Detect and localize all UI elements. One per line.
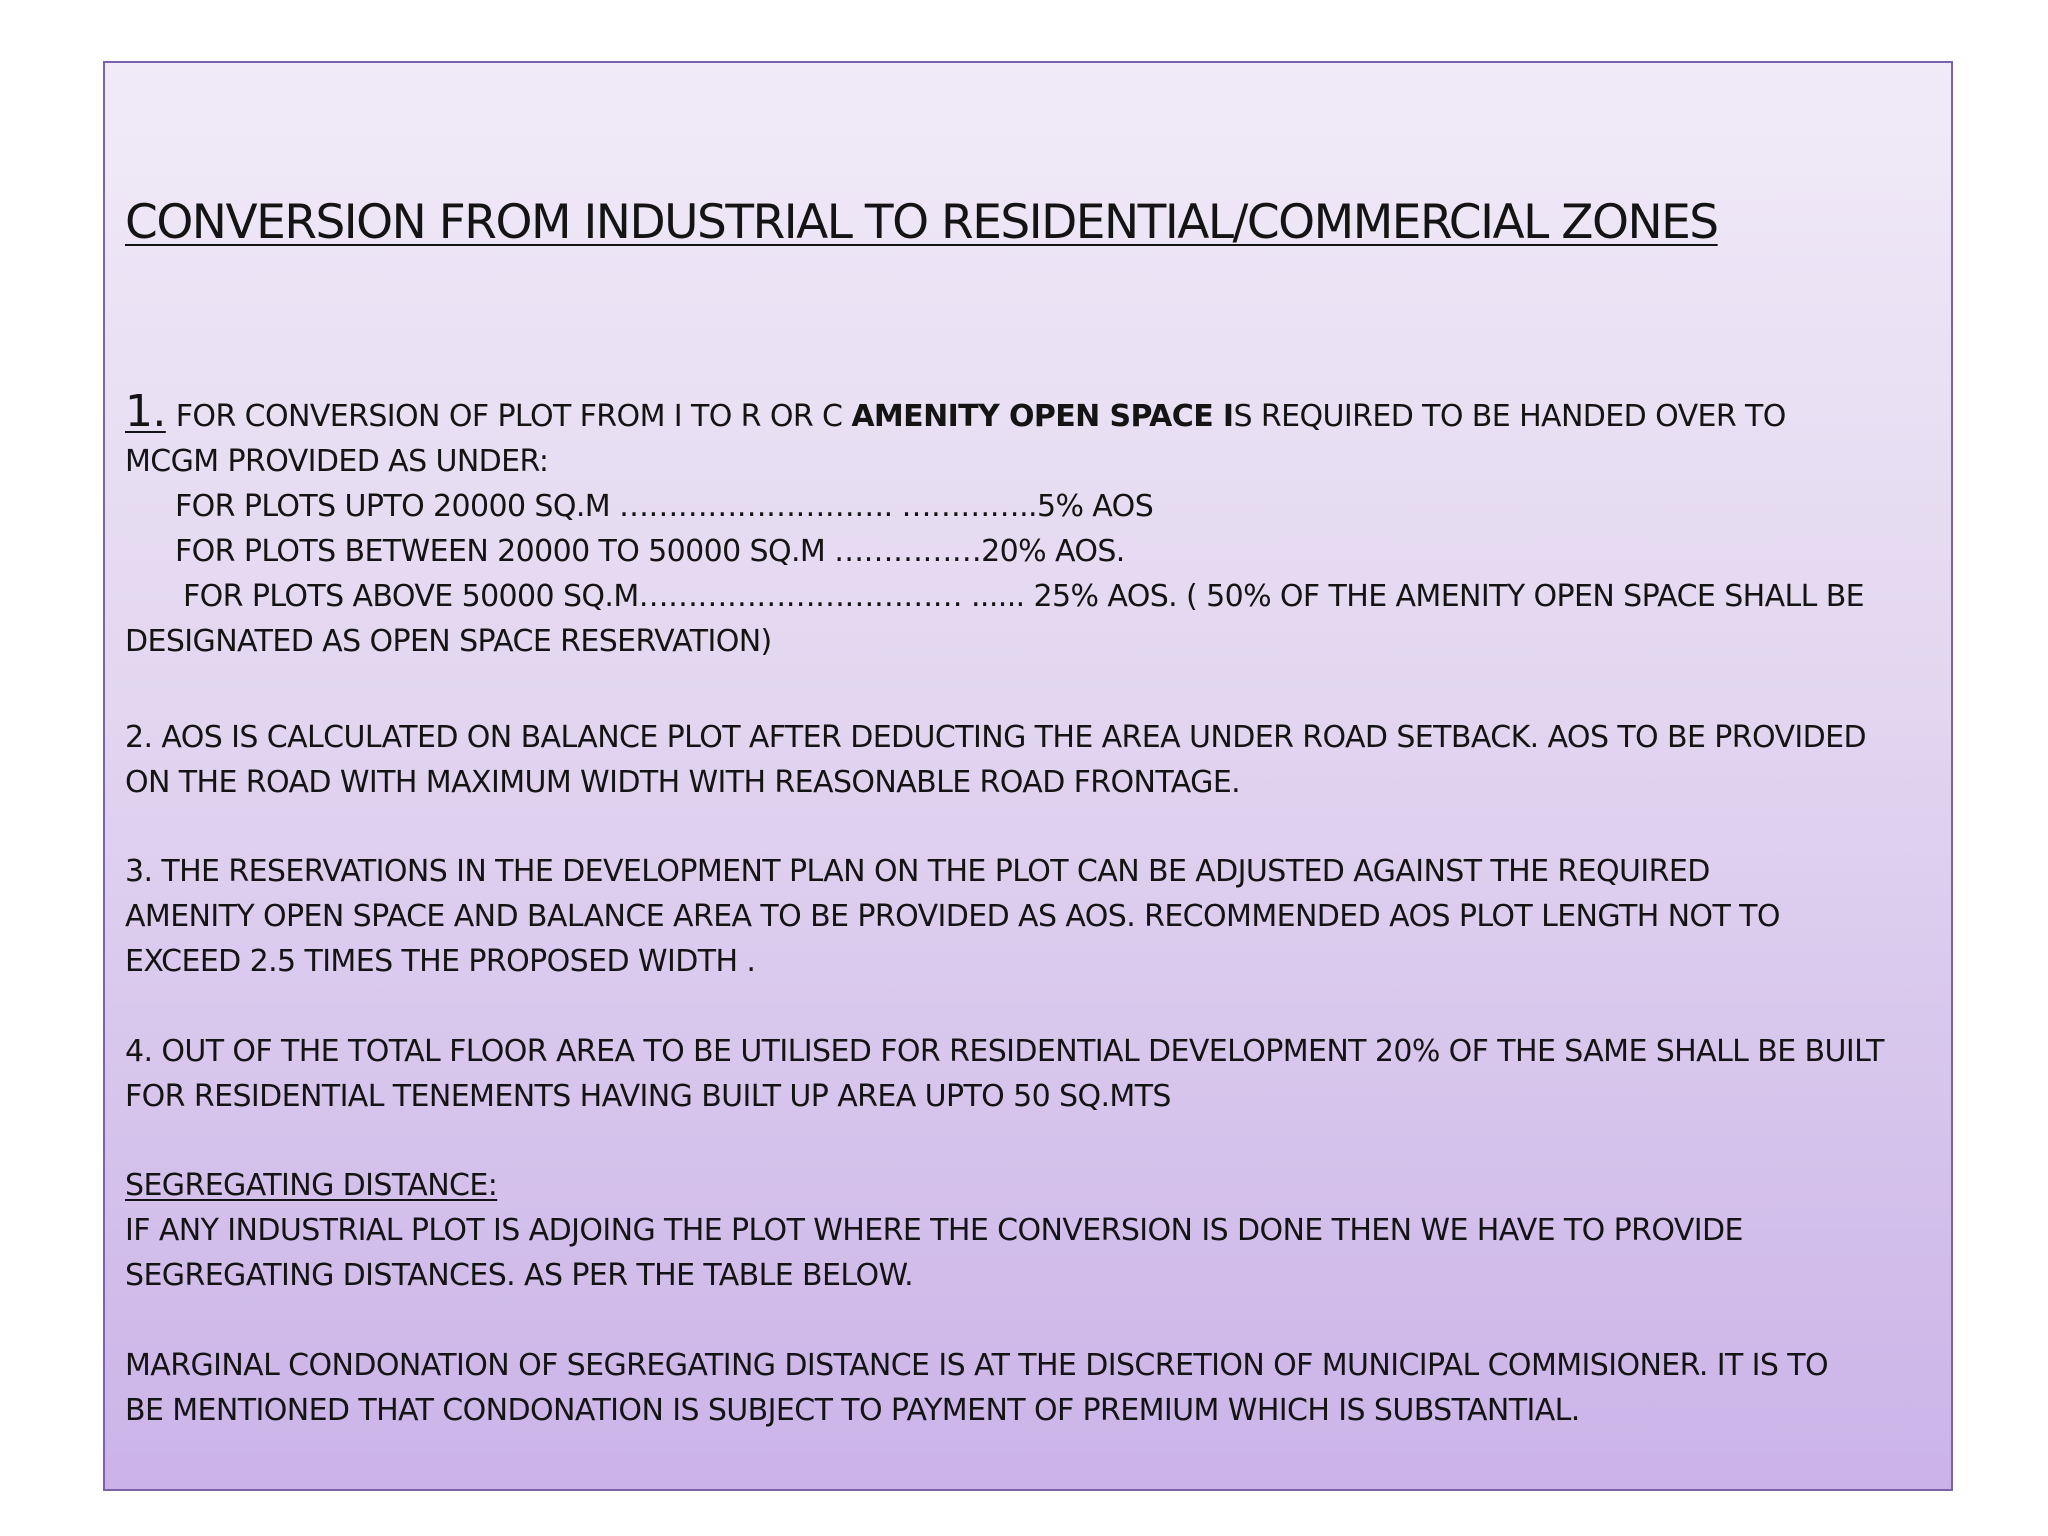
point-2-block <box>125 715 1945 805</box>
point-1-line-2: MCGM PROVIDED AS UNDER: <box>125 444 549 479</box>
point-3-line: EXCEED 2.5 TIMES THE PROPOSED WIDTH . <box>125 944 756 979</box>
point-4-line: 4. OUT OF THE TOTAL FLOOR AREA TO BE UTILISED FOR RESIDENTIAL DEVELOPMENT 20% OF THE SAME SHALL BE BUILT <box>125 1034 1884 1069</box>
point-3-block <box>125 849 1945 984</box>
slide <box>103 61 1953 1491</box>
segregating-distance-line: SEGREGATING DISTANCES. AS PER THE TABLE BELOW. <box>125 1258 914 1293</box>
segregating-distance-line: IF ANY INDUSTRIAL PLOT IS ADJOING THE PLOT WHERE THE CONVERSION IS DONE THEN WE HAVE TO PROVIDE <box>125 1213 1743 1248</box>
point-3-line: 3. THE RESERVATIONS IN THE DEVELOPMENT PLAN ON THE PLOT CAN BE ADJUSTED AGAINST THE REQUIRED <box>125 854 1710 889</box>
point-1-rest: S REQUIRED TO BE HANDED OVER TO <box>1233 399 1786 434</box>
aos-rule-above-50000-cont: DESIGNATED AS OPEN SPACE RESERVATION) <box>125 624 772 659</box>
point-3-line: AMENITY OPEN SPACE AND BALANCE AREA TO BE PROVIDED AS AOS. RECOMMENDED AOS PLOT LENGTH NOT TO <box>125 899 1780 934</box>
condonation-line: MARGINAL CONDONATION OF SEGREGATING DISTANCE IS AT THE DISCRETION OF MUNICIPAL COMMISIONER. IT IS TO <box>125 1348 1828 1383</box>
point-1-intro: FOR CONVERSION OF PLOT FROM I TO R OR C <box>175 399 852 434</box>
point-4-block <box>125 1029 1945 1119</box>
point-2-line: ON THE ROAD WITH MAXIMUM WIDTH WITH REASONABLE ROAD FRONTAGE. <box>125 765 1241 800</box>
point-1-line <box>125 386 1945 439</box>
condonation-line: BE MENTIONED THAT CONDONATION IS SUBJECT TO PAYMENT OF PREMIUM WHICH IS SUBSTANTIAL. <box>125 1393 1580 1428</box>
point-1-bold-term: AMENITY OPEN SPACE I <box>851 399 1234 434</box>
point-4-line: FOR RESIDENTIAL TENEMENTS HAVING BUILT UP AREA UPTO 50 SQ.MTS <box>125 1079 1171 1114</box>
slide-title: CONVERSION FROM INDUSTRIAL TO RESIDENTIAL/COMMERCIAL ZONES <box>125 195 1718 250</box>
point-2-line: 2. AOS IS CALCULATED ON BALANCE PLOT AFTER DEDUCTING THE AREA UNDER ROAD SETBACK. AOS TO BE PROVIDED <box>125 720 1867 755</box>
segregating-distance-block <box>125 1163 1945 1298</box>
aos-rule-20000-50000: FOR PLOTS BETWEEN 20000 TO 50000 SQ.M ……………20% AOS. <box>175 534 1125 569</box>
aos-rule-above-50000: FOR PLOTS ABOVE 50000 SQ.M…………………………… ...... 25% AOS. ( 50% OF THE AMENITY OPEN SPACE SHALL BE <box>183 579 1865 614</box>
condonation-block <box>125 1343 1945 1433</box>
point-1-block <box>125 386 1945 664</box>
aos-rule-upto-20000: FOR PLOTS UPTO 20000 SQ.M ………………………. …………..5% AOS <box>175 489 1154 524</box>
segregating-distance-heading: SEGREGATING DISTANCE: <box>125 1168 498 1203</box>
point-1-number: 1. <box>125 386 166 437</box>
